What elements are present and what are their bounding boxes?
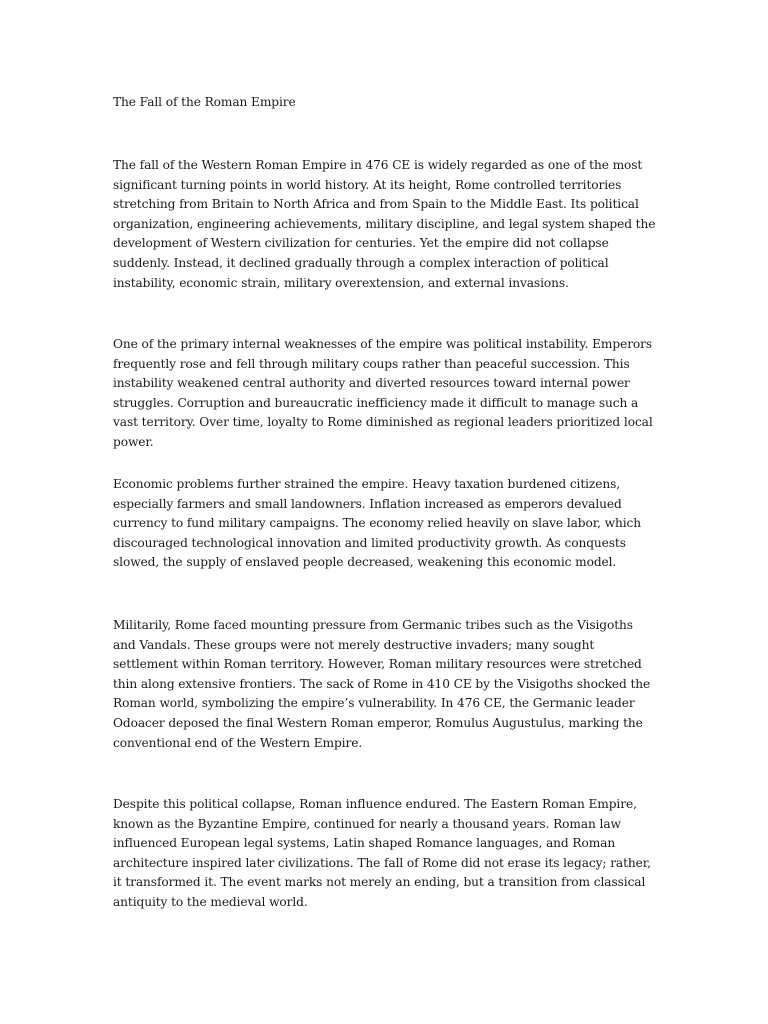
paragraph-economic-problems: Economic problems further strained the empire. Heavy taxation burdened citizens, especially farmers and small landowners. Inflation increased as emperors devalued currency to fund military campaigns. The economy relied heavily on slave labor, which discouraged technological innovation and limited productivity growth. As conquests slowed, the supply of enslaved people decreased, weakening this economic model. [113, 477, 642, 570]
paragraph-intro: The fall of the Western Roman Empire in 476 CE is widely regarded as one of the most significant turning points in world history. At its height, Rome controlled territories stretching from Britain to North Africa and from Spain to the Middle East. Its political organization, engineering achievements, military discipline, and legal system shaped the development of Western civilization for centuries. Yet the empire did not collapse suddenly. Instead, it declined gradually through a complex interaction of political instability, economic strain, military overextension, and external invasions. [113, 158, 656, 290]
paragraph-political-instability: One of the primary internal weaknesses of the empire was political instability. Emperors frequently rose and fell through military coups rather than peaceful succession. This instability weakened central authority and diverted resources toward internal power struggles. Corruption and bureaucratic inefficiency made it difficult to manage such a vast territory. Over time, loyalty to Rome diminished as regional leaders prioritized local power. [113, 337, 653, 449]
paragraph-military-pressure: Militarily, Rome faced mounting pressure from Germanic tribes such as the Visigoths and Vandals. These groups were not merely destructive invaders; many sought settlement within Roman territory. However, Roman military resources were stretched thin along extensive frontiers. The sack of Rome in 410 CE by the Visigoths shocked the Roman world, symbolizing the empire’s vulnerability. In 476 CE, the Germanic leader Odoacer deposed the final Western Roman emperor, Romulus Augustulus, marking the conventional end of the Western Empire. [113, 618, 651, 750]
document-title: The Fall of the Roman Empire [113, 95, 296, 109]
paragraph-roman-legacy: Despite this political collapse, Roman influence endured. The Eastern Roman Empire, known as the Byzantine Empire, continued for nearly a thousand years. Roman law influenced European legal systems, Latin shaped Romance languages, and Roman architecture inspired later civilizations. The fall of Rome did not erase its legacy; rather, it transformed it. The event marks not merely an ending, but a transition from classical antiquity to the medieval world. [113, 797, 651, 909]
